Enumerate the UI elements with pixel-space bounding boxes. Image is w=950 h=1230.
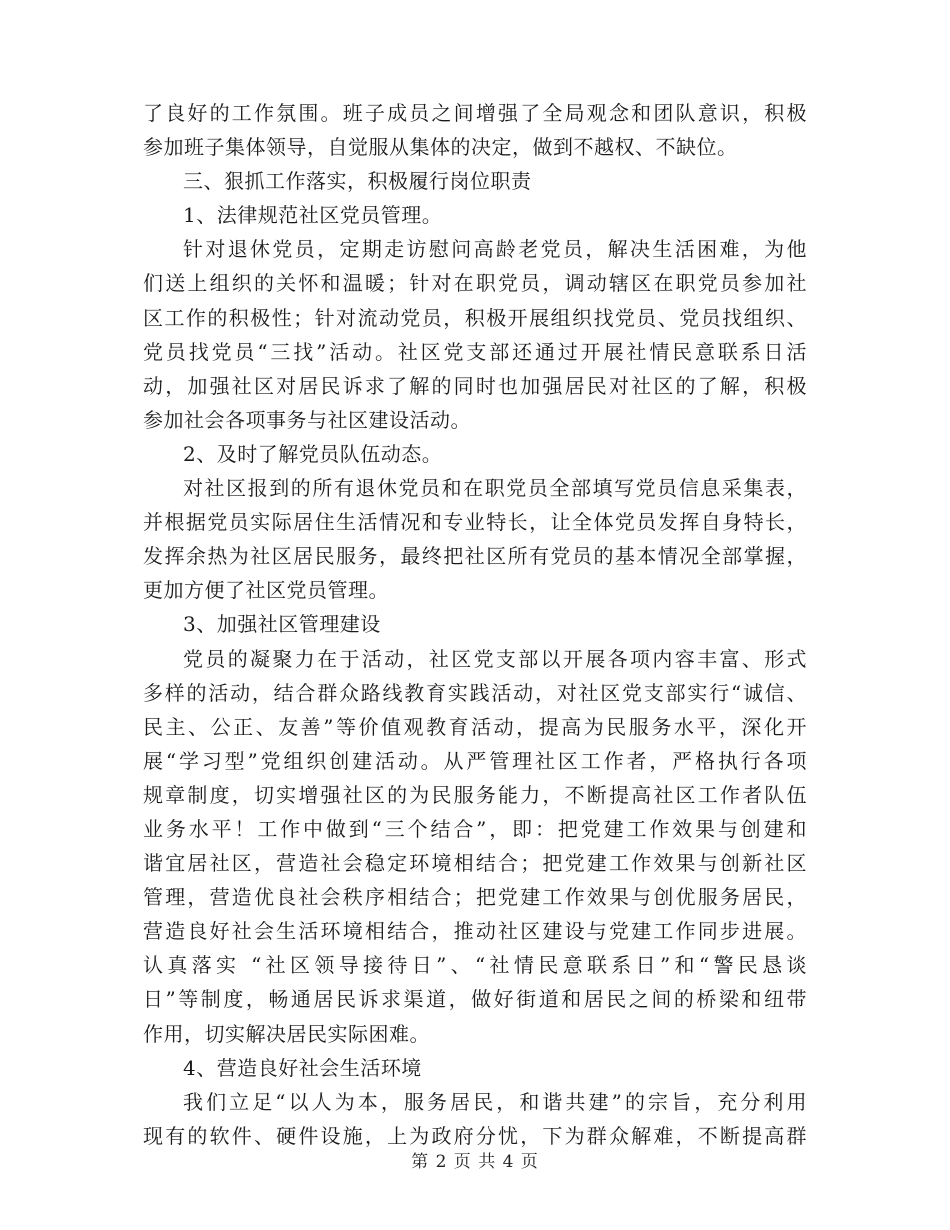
text-line: 谐宜居社区，营造社会稳定环境相结合；把党建工作效果与创新社区 [143,851,807,876]
document-body [143,96,807,1153]
text-line: 认真落实 “社区领导接待日”、“社情民意联系日”和“警民恳谈 [143,953,807,978]
text-line: 对社区报到的所有退休党员和在职党员全部填写党员信息采集表， [183,476,807,501]
text-line: 党员的凝聚力在于活动，社区党支部以开展各项内容丰富、形式 [183,646,807,671]
text-line: 3、加强社区管理建设 [183,612,381,637]
text-line: 展“学习型”党组织创建活动。从严管理社区工作者，严格执行各项 [143,748,807,773]
text-line: 业务水平！工作中做到“三个结合”，即：把党建工作效果与创建和 [143,816,807,841]
text-line: 4、营造良好社会生活环境 [183,1055,422,1080]
text-line: 参加班子集体领导，自觉服从集体的决定，做到不越权、不缺位。 [143,135,738,160]
text-line: 现有的软件、硬件设施，上为政府分忧，下为群众解难，不断提高群 [143,1123,807,1148]
page-footer: 第 2 页 共 4 页 [411,1152,539,1172]
text-line: 规章制度，切实增强社区的为民服务能力，不断提高社区工作者队伍 [143,782,807,807]
text-line: 了良好的工作氛围。班子成员之间增强了全局观念和团队意识，积极 [143,101,807,125]
text-line: 日”等制度，畅通居民诉求渠道，做好街道和居民之间的桥梁和纽带 [143,987,807,1012]
text-line: 我们立足“以人为本，服务居民，和谐共建”的宗旨，充分利用 [183,1089,807,1114]
text-line: 们送上组织的关怀和温暖；针对在职党员，调动辖区在职党员参加社 [143,271,807,296]
text-line: 民主、公正、友善”等价值观教育活动，提高为民服务水平，深化开 [143,714,807,739]
text-line: 发挥余热为社区居民服务，最终把社区所有党员的基本情况全部掌握， [143,544,807,569]
text-line: 营造良好社会生活环境相结合，推动社区建设与党建工作同步进展。 [143,919,807,944]
text-line: 针对退休党员，定期走访慰问高龄老党员，解决生活困难，为他 [183,237,807,262]
text-line: 并根据党员实际居住生活情况和专业特长，让全体党员发挥自身特长， [143,510,807,535]
text-line: 更加方便了社区党员管理。 [143,578,389,603]
text-line: 参加社会各项事务与社区建设活动。 [143,407,471,432]
text-line: 三、狠抓工作落实，积极履行岗位职责 [183,169,532,194]
text-line: 动，加强社区对居民诉求了解的同时也加强居民对社区的了解，积极 [143,373,807,398]
text-line: 区工作的积极性；针对流动党员，积极开展组织找党员、党员找组织、 [143,305,807,330]
text-line: 2、及时了解党员队伍动态。 [183,441,443,466]
text-line: 多样的活动，结合群众路线教育实践活动，对社区党支部实行“诚信、 [143,680,807,705]
text-line: 作用，切实解决居民实际困难。 [143,1021,430,1046]
text-line: 管理，营造优良社会秩序相结合；把党建工作效果与创优服务居民， [143,885,807,910]
text-line: 1、法律规范社区党员管理。 [183,203,443,228]
text-line: 党员找党员“三找”活动。社区党支部还通过开展社情民意联系日活 [143,339,807,364]
